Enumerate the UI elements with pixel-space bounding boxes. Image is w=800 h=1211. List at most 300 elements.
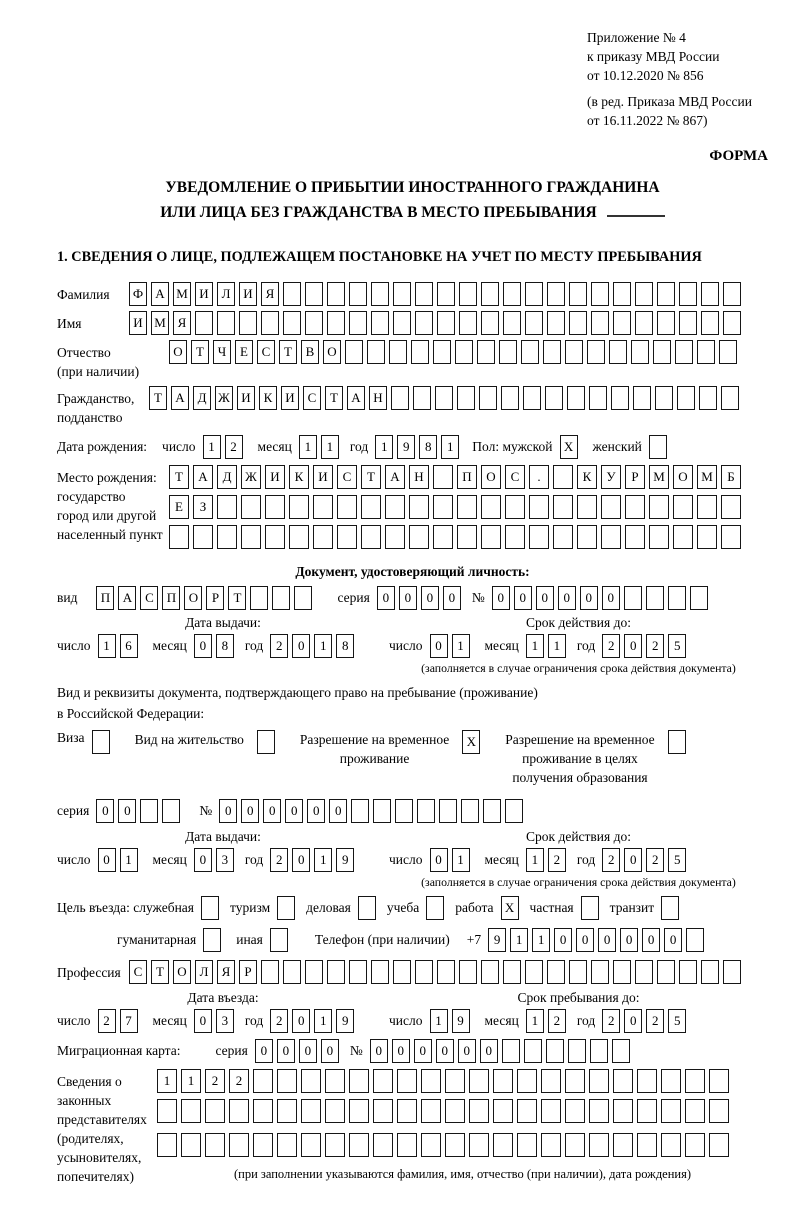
representatives-line2-24[interactable]	[709, 1099, 729, 1123]
entry-month-2[interactable]: 3	[216, 1009, 234, 1033]
permit-series-1[interactable]: 0	[96, 799, 114, 823]
permit-number-10[interactable]	[417, 799, 435, 823]
phone-number-3[interactable]: 1	[532, 928, 550, 952]
representatives-line3-14[interactable]	[469, 1133, 489, 1157]
phone-number-1[interactable]: 9	[488, 928, 506, 952]
surname-row-cells-15[interactable]	[437, 282, 455, 306]
representatives-line1-22[interactable]	[661, 1069, 681, 1093]
representatives-line2-1[interactable]	[157, 1099, 177, 1123]
birthplace-line3-20[interactable]	[625, 525, 645, 549]
doc-type-9[interactable]	[272, 586, 290, 610]
surname-row-cells-10[interactable]	[327, 282, 345, 306]
residence-permit-checkbox-1[interactable]	[257, 730, 275, 754]
representatives-line3-12[interactable]	[421, 1133, 441, 1157]
representatives-line3-9[interactable]	[349, 1133, 369, 1157]
purpose-work-checkbox-1[interactable]: X	[501, 896, 519, 920]
surname-row-cells-2[interactable]: А	[151, 282, 169, 306]
doc-expiry-day-2[interactable]: 1	[452, 634, 470, 658]
doc-series-2[interactable]: 0	[399, 586, 417, 610]
birthplace-line1-24[interactable]: Б	[721, 465, 741, 489]
surname-row-cells-28[interactable]	[723, 282, 741, 306]
birthplace-line2-15[interactable]	[505, 495, 525, 519]
citizenship-row-cells-8[interactable]: С	[303, 386, 321, 410]
representatives-line1-8[interactable]	[325, 1069, 345, 1093]
birthplace-line3-14[interactable]	[481, 525, 501, 549]
migration-card-number-9[interactable]	[546, 1039, 564, 1063]
birthplace-line3-5[interactable]	[265, 525, 285, 549]
citizenship-row-cells-7[interactable]: И	[281, 386, 299, 410]
given-name-row-cells-18[interactable]	[503, 311, 521, 335]
birthplace-line3-2[interactable]	[193, 525, 213, 549]
birthplace-line1-23[interactable]: М	[697, 465, 717, 489]
patronymic-row-cells-22[interactable]	[631, 340, 649, 364]
patronymic-row-cells-11[interactable]	[389, 340, 407, 364]
migration-card-number-2[interactable]: 0	[392, 1039, 410, 1063]
doc-expiry-day-1[interactable]: 0	[430, 634, 448, 658]
migration-card-number-8[interactable]	[524, 1039, 542, 1063]
profession-row-cells-11[interactable]	[349, 960, 367, 984]
citizenship-row-cells-11[interactable]: Н	[369, 386, 387, 410]
profession-row-cells-6[interactable]: Р	[239, 960, 257, 984]
permit-expiry-month-1[interactable]: 1	[526, 848, 544, 872]
doc-type-3[interactable]: С	[140, 586, 158, 610]
stay-month-1[interactable]: 1	[526, 1009, 544, 1033]
patronymic-row-cells-9[interactable]	[345, 340, 363, 364]
birthplace-line1-21[interactable]: М	[649, 465, 669, 489]
surname-row-cells-14[interactable]	[415, 282, 433, 306]
patronymic-row-cells-23[interactable]	[653, 340, 671, 364]
birthplace-line3-15[interactable]	[505, 525, 525, 549]
representatives-line1-16[interactable]	[517, 1069, 537, 1093]
migration-card-number-4[interactable]: 0	[436, 1039, 454, 1063]
profession-row-cells-22[interactable]	[591, 960, 609, 984]
representatives-line1-14[interactable]	[469, 1069, 489, 1093]
doc-type-4[interactable]: П	[162, 586, 180, 610]
birthplace-line3-22[interactable]	[673, 525, 693, 549]
permit-number-13[interactable]	[483, 799, 501, 823]
birthplace-line3-6[interactable]	[289, 525, 309, 549]
doc-number-6[interactable]: 0	[602, 586, 620, 610]
birthplace-line2-4[interactable]	[241, 495, 261, 519]
representatives-line1-24[interactable]	[709, 1069, 729, 1093]
patronymic-row-cells-7[interactable]: В	[301, 340, 319, 364]
surname-row-cells-3[interactable]: М	[173, 282, 191, 306]
permit-number-14[interactable]	[505, 799, 523, 823]
doc-expiry-year-4[interactable]: 5	[668, 634, 686, 658]
given-name-row-cells-7[interactable]	[261, 311, 279, 335]
patronymic-row-cells-2[interactable]: Т	[191, 340, 209, 364]
migration-card-number-5[interactable]: 0	[458, 1039, 476, 1063]
permit-issue-month-1[interactable]: 0	[194, 848, 212, 872]
doc-number-5[interactable]: 0	[580, 586, 598, 610]
birthplace-line2-3[interactable]	[217, 495, 237, 519]
representatives-line2-23[interactable]	[685, 1099, 705, 1123]
surname-row-cells-21[interactable]	[569, 282, 587, 306]
birthplace-line2-10[interactable]	[385, 495, 405, 519]
doc-number-10[interactable]	[690, 586, 708, 610]
representatives-line3-15[interactable]	[493, 1133, 513, 1157]
profession-row-cells-18[interactable]	[503, 960, 521, 984]
entry-day-2[interactable]: 7	[120, 1009, 138, 1033]
representatives-line3-3[interactable]	[205, 1133, 225, 1157]
representatives-line1-1[interactable]: 1	[157, 1069, 177, 1093]
birthplace-line3-3[interactable]	[217, 525, 237, 549]
birthplace-line1-13[interactable]: П	[457, 465, 477, 489]
patronymic-row-cells-10[interactable]	[367, 340, 385, 364]
migration-card-number-6[interactable]: 0	[480, 1039, 498, 1063]
birthplace-line3-7[interactable]	[313, 525, 333, 549]
migration-card-number-10[interactable]	[568, 1039, 586, 1063]
sex-male-checkbox-1[interactable]: X	[560, 435, 578, 459]
given-name-row-cells-12[interactable]	[371, 311, 389, 335]
representatives-line3-19[interactable]	[589, 1133, 609, 1157]
patronymic-row-cells-16[interactable]	[499, 340, 517, 364]
birthplace-line2-12[interactable]	[433, 495, 453, 519]
migration-card-number-11[interactable]	[590, 1039, 608, 1063]
citizenship-row-cells-23[interactable]	[633, 386, 651, 410]
birthplace-line2-24[interactable]	[721, 495, 741, 519]
doc-issue-year-4[interactable]: 8	[336, 634, 354, 658]
surname-row-cells-27[interactable]	[701, 282, 719, 306]
permit-number-11[interactable]	[439, 799, 457, 823]
birthplace-line2-11[interactable]	[409, 495, 429, 519]
permit-issue-year-4[interactable]: 9	[336, 848, 354, 872]
representatives-line1-11[interactable]	[397, 1069, 417, 1093]
education-residence-checkbox-1[interactable]	[668, 730, 686, 754]
permit-number-9[interactable]	[395, 799, 413, 823]
purpose-tourism-checkbox-1[interactable]	[277, 896, 295, 920]
profession-row-cells-16[interactable]	[459, 960, 477, 984]
birthplace-line1-3[interactable]: Д	[217, 465, 237, 489]
birthplace-line3-8[interactable]	[337, 525, 357, 549]
citizenship-row-cells-1[interactable]: Т	[149, 386, 167, 410]
permit-number-4[interactable]: 0	[285, 799, 303, 823]
birthplace-line1-15[interactable]: С	[505, 465, 525, 489]
patronymic-row-cells-14[interactable]	[455, 340, 473, 364]
birth-day-1[interactable]: 1	[203, 435, 221, 459]
given-name-row-cells-8[interactable]	[283, 311, 301, 335]
citizenship-row-cells-5[interactable]: И	[237, 386, 255, 410]
given-name-row-cells-11[interactable]	[349, 311, 367, 335]
profession-row-cells-1[interactable]: С	[129, 960, 147, 984]
surname-row-cells-6[interactable]: И	[239, 282, 257, 306]
birthplace-line1-11[interactable]: Н	[409, 465, 429, 489]
representatives-line2-12[interactable]	[421, 1099, 441, 1123]
citizenship-row-cells-12[interactable]	[391, 386, 409, 410]
purpose-other-checkbox-1[interactable]	[270, 928, 288, 952]
representatives-line2-6[interactable]	[277, 1099, 297, 1123]
birthplace-line3-9[interactable]	[361, 525, 381, 549]
stay-year-2[interactable]: 0	[624, 1009, 642, 1033]
permit-issue-year-2[interactable]: 0	[292, 848, 310, 872]
temporary-residence-checkbox-1[interactable]: X	[462, 730, 480, 754]
given-name-row-cells-6[interactable]	[239, 311, 257, 335]
permit-number-8[interactable]	[373, 799, 391, 823]
phone-number-6[interactable]: 0	[598, 928, 616, 952]
representatives-line3-13[interactable]	[445, 1133, 465, 1157]
citizenship-row-cells-9[interactable]: Т	[325, 386, 343, 410]
permit-series-2[interactable]: 0	[118, 799, 136, 823]
profession-row-cells-23[interactable]	[613, 960, 631, 984]
given-name-row-cells-14[interactable]	[415, 311, 433, 335]
birthplace-line1-19[interactable]: У	[601, 465, 621, 489]
birthplace-line2-18[interactable]	[577, 495, 597, 519]
permit-number-2[interactable]: 0	[241, 799, 259, 823]
profession-row-cells-2[interactable]: Т	[151, 960, 169, 984]
birthplace-line1-7[interactable]: И	[313, 465, 333, 489]
birthplace-line3-21[interactable]	[649, 525, 669, 549]
surname-row-cells-17[interactable]	[481, 282, 499, 306]
representatives-line1-17[interactable]	[541, 1069, 561, 1093]
representatives-line3-21[interactable]	[637, 1133, 657, 1157]
profession-row-cells-21[interactable]	[569, 960, 587, 984]
profession-row-cells-24[interactable]	[635, 960, 653, 984]
citizenship-row-cells-27[interactable]	[721, 386, 739, 410]
phone-number-4[interactable]: 0	[554, 928, 572, 952]
profession-row-cells-26[interactable]	[679, 960, 697, 984]
permit-series-4[interactable]	[162, 799, 180, 823]
representatives-line2-15[interactable]	[493, 1099, 513, 1123]
representatives-line1-9[interactable]	[349, 1069, 369, 1093]
permit-series-3[interactable]	[140, 799, 158, 823]
representatives-line1-4[interactable]: 2	[229, 1069, 249, 1093]
surname-row-cells-13[interactable]	[393, 282, 411, 306]
doc-expiry-year-1[interactable]: 2	[602, 634, 620, 658]
sex-female-checkbox-1[interactable]	[649, 435, 667, 459]
permit-issue-year-3[interactable]: 1	[314, 848, 332, 872]
citizenship-row-cells-17[interactable]	[501, 386, 519, 410]
surname-row-cells-4[interactable]: И	[195, 282, 213, 306]
representatives-line1-20[interactable]	[613, 1069, 633, 1093]
birth-year-4[interactable]: 1	[441, 435, 459, 459]
migration-card-number-7[interactable]	[502, 1039, 520, 1063]
representatives-line2-19[interactable]	[589, 1099, 609, 1123]
doc-issue-day-2[interactable]: 6	[120, 634, 138, 658]
citizenship-row-cells-16[interactable]	[479, 386, 497, 410]
doc-issue-year-3[interactable]: 1	[314, 634, 332, 658]
representatives-line1-15[interactable]	[493, 1069, 513, 1093]
doc-series-1[interactable]: 0	[377, 586, 395, 610]
birthplace-line2-14[interactable]	[481, 495, 501, 519]
profession-row-cells-10[interactable]	[327, 960, 345, 984]
given-name-row-cells-25[interactable]	[657, 311, 675, 335]
representatives-line1-2[interactable]: 1	[181, 1069, 201, 1093]
profession-row-cells-20[interactable]	[547, 960, 565, 984]
birthplace-line1-22[interactable]: О	[673, 465, 693, 489]
migration-card-series-1[interactable]: 0	[255, 1039, 273, 1063]
birthplace-line1-17[interactable]	[553, 465, 573, 489]
representatives-line2-7[interactable]	[301, 1099, 321, 1123]
patronymic-row-cells-3[interactable]: Ч	[213, 340, 231, 364]
representatives-line2-17[interactable]	[541, 1099, 561, 1123]
representatives-line2-13[interactable]	[445, 1099, 465, 1123]
given-name-row-cells-16[interactable]	[459, 311, 477, 335]
birthplace-line3-4[interactable]	[241, 525, 261, 549]
representatives-line3-22[interactable]	[661, 1133, 681, 1157]
representatives-line2-11[interactable]	[397, 1099, 417, 1123]
permit-expiry-year-3[interactable]: 2	[646, 848, 664, 872]
given-name-row-cells-17[interactable]	[481, 311, 499, 335]
birthplace-line3-16[interactable]	[529, 525, 549, 549]
stay-day-1[interactable]: 1	[430, 1009, 448, 1033]
given-name-row-cells-2[interactable]: М	[151, 311, 169, 335]
profession-row-cells-12[interactable]	[371, 960, 389, 984]
phone-number-9[interactable]: 0	[664, 928, 682, 952]
birthplace-line2-13[interactable]	[457, 495, 477, 519]
representatives-line1-5[interactable]	[253, 1069, 273, 1093]
purpose-study-checkbox-1[interactable]	[426, 896, 444, 920]
patronymic-row-cells-8[interactable]: О	[323, 340, 341, 364]
migration-card-number-1[interactable]: 0	[370, 1039, 388, 1063]
permit-issue-day-2[interactable]: 1	[120, 848, 138, 872]
given-name-row-cells-1[interactable]: И	[129, 311, 147, 335]
doc-type-2[interactable]: А	[118, 586, 136, 610]
surname-row-cells-25[interactable]	[657, 282, 675, 306]
purpose-humanitarian-checkbox-1[interactable]	[203, 928, 221, 952]
stay-year-3[interactable]: 2	[646, 1009, 664, 1033]
given-name-row-cells-15[interactable]	[437, 311, 455, 335]
profession-row-cells-9[interactable]	[305, 960, 323, 984]
citizenship-row-cells-3[interactable]: Д	[193, 386, 211, 410]
given-name-row-cells-27[interactable]	[701, 311, 719, 335]
patronymic-row-cells-21[interactable]	[609, 340, 627, 364]
representatives-line2-9[interactable]	[349, 1099, 369, 1123]
purpose-private-checkbox-1[interactable]	[581, 896, 599, 920]
doc-number-1[interactable]: 0	[492, 586, 510, 610]
birthplace-line2-7[interactable]	[313, 495, 333, 519]
given-name-row-cells-20[interactable]	[547, 311, 565, 335]
profession-row-cells-25[interactable]	[657, 960, 675, 984]
citizenship-row-cells-20[interactable]	[567, 386, 585, 410]
doc-type-5[interactable]: О	[184, 586, 202, 610]
representatives-line1-3[interactable]: 2	[205, 1069, 225, 1093]
permit-issue-year-1[interactable]: 2	[270, 848, 288, 872]
permit-issue-day-1[interactable]: 0	[98, 848, 116, 872]
representatives-line1-7[interactable]	[301, 1069, 321, 1093]
given-name-row-cells-10[interactable]	[327, 311, 345, 335]
surname-row-cells-18[interactable]	[503, 282, 521, 306]
patronymic-row-cells-13[interactable]	[433, 340, 451, 364]
birthplace-line2-17[interactable]	[553, 495, 573, 519]
surname-row-cells-16[interactable]	[459, 282, 477, 306]
citizenship-row-cells-14[interactable]	[435, 386, 453, 410]
entry-year-4[interactable]: 9	[336, 1009, 354, 1033]
birth-month-1[interactable]: 1	[299, 435, 317, 459]
birthplace-line1-4[interactable]: Ж	[241, 465, 261, 489]
birth-day-2[interactable]: 2	[225, 435, 243, 459]
citizenship-row-cells-22[interactable]	[611, 386, 629, 410]
given-name-row-cells-4[interactable]	[195, 311, 213, 335]
profession-row-cells-17[interactable]	[481, 960, 499, 984]
representatives-line2-20[interactable]	[613, 1099, 633, 1123]
patronymic-row-cells-25[interactable]	[697, 340, 715, 364]
profession-row-cells-19[interactable]	[525, 960, 543, 984]
given-name-row-cells-23[interactable]	[613, 311, 631, 335]
representatives-line3-2[interactable]	[181, 1133, 201, 1157]
birthplace-line3-19[interactable]	[601, 525, 621, 549]
surname-row-cells-1[interactable]: Ф	[129, 282, 147, 306]
birthplace-line1-8[interactable]: С	[337, 465, 357, 489]
permit-number-6[interactable]: 0	[329, 799, 347, 823]
citizenship-row-cells-25[interactable]	[677, 386, 695, 410]
given-name-row-cells-22[interactable]	[591, 311, 609, 335]
doc-issue-month-2[interactable]: 8	[216, 634, 234, 658]
profession-row-cells-8[interactable]	[283, 960, 301, 984]
birth-year-3[interactable]: 8	[419, 435, 437, 459]
birthplace-line1-10[interactable]: А	[385, 465, 405, 489]
given-name-row-cells-21[interactable]	[569, 311, 587, 335]
patronymic-row-cells-4[interactable]: Е	[235, 340, 253, 364]
citizenship-row-cells-2[interactable]: А	[171, 386, 189, 410]
birthplace-line1-12[interactable]	[433, 465, 453, 489]
doc-number-8[interactable]	[646, 586, 664, 610]
stay-month-2[interactable]: 2	[548, 1009, 566, 1033]
birthplace-line3-11[interactable]	[409, 525, 429, 549]
doc-series-4[interactable]: 0	[443, 586, 461, 610]
representatives-line1-12[interactable]	[421, 1069, 441, 1093]
doc-expiry-year-2[interactable]: 0	[624, 634, 642, 658]
migration-card-number-3[interactable]: 0	[414, 1039, 432, 1063]
citizenship-row-cells-24[interactable]	[655, 386, 673, 410]
migration-card-number-12[interactable]	[612, 1039, 630, 1063]
migration-card-series-3[interactable]: 0	[299, 1039, 317, 1063]
representatives-line3-16[interactable]	[517, 1133, 537, 1157]
phone-number-7[interactable]: 0	[620, 928, 638, 952]
permit-number-5[interactable]: 0	[307, 799, 325, 823]
birthplace-line1-20[interactable]: Р	[625, 465, 645, 489]
surname-row-cells-20[interactable]	[547, 282, 565, 306]
birthplace-line1-6[interactable]: К	[289, 465, 309, 489]
given-name-row-cells-19[interactable]	[525, 311, 543, 335]
given-name-row-cells-26[interactable]	[679, 311, 697, 335]
permit-issue-month-2[interactable]: 3	[216, 848, 234, 872]
representatives-line3-24[interactable]	[709, 1133, 729, 1157]
permit-number-12[interactable]	[461, 799, 479, 823]
given-name-row-cells-5[interactable]	[217, 311, 235, 335]
representatives-line3-4[interactable]	[229, 1133, 249, 1157]
patronymic-row-cells-1[interactable]: О	[169, 340, 187, 364]
doc-number-2[interactable]: 0	[514, 586, 532, 610]
surname-row-cells-26[interactable]	[679, 282, 697, 306]
surname-row-cells-8[interactable]	[283, 282, 301, 306]
doc-type-7[interactable]: Т	[228, 586, 246, 610]
representatives-line3-6[interactable]	[277, 1133, 297, 1157]
citizenship-row-cells-18[interactable]	[523, 386, 541, 410]
representatives-line2-21[interactable]	[637, 1099, 657, 1123]
purpose-business-checkbox-1[interactable]	[358, 896, 376, 920]
representatives-line1-6[interactable]	[277, 1069, 297, 1093]
birthplace-line2-22[interactable]	[673, 495, 693, 519]
permit-expiry-day-2[interactable]: 1	[452, 848, 470, 872]
migration-card-series-4[interactable]: 0	[321, 1039, 339, 1063]
profession-row-cells-14[interactable]	[415, 960, 433, 984]
citizenship-row-cells-6[interactable]: К	[259, 386, 277, 410]
purpose-official-checkbox-1[interactable]	[201, 896, 219, 920]
birthplace-line3-24[interactable]	[721, 525, 741, 549]
representatives-line2-2[interactable]	[181, 1099, 201, 1123]
doc-expiry-month-1[interactable]: 1	[526, 634, 544, 658]
birthplace-line1-18[interactable]: К	[577, 465, 597, 489]
doc-number-3[interactable]: 0	[536, 586, 554, 610]
profession-row-cells-27[interactable]	[701, 960, 719, 984]
doc-number-9[interactable]	[668, 586, 686, 610]
stay-year-1[interactable]: 2	[602, 1009, 620, 1033]
doc-type-6[interactable]: Р	[206, 586, 224, 610]
profession-row-cells-5[interactable]: Я	[217, 960, 235, 984]
surname-row-cells-11[interactable]	[349, 282, 367, 306]
patronymic-row-cells-17[interactable]	[521, 340, 539, 364]
birthplace-line1-14[interactable]: О	[481, 465, 501, 489]
